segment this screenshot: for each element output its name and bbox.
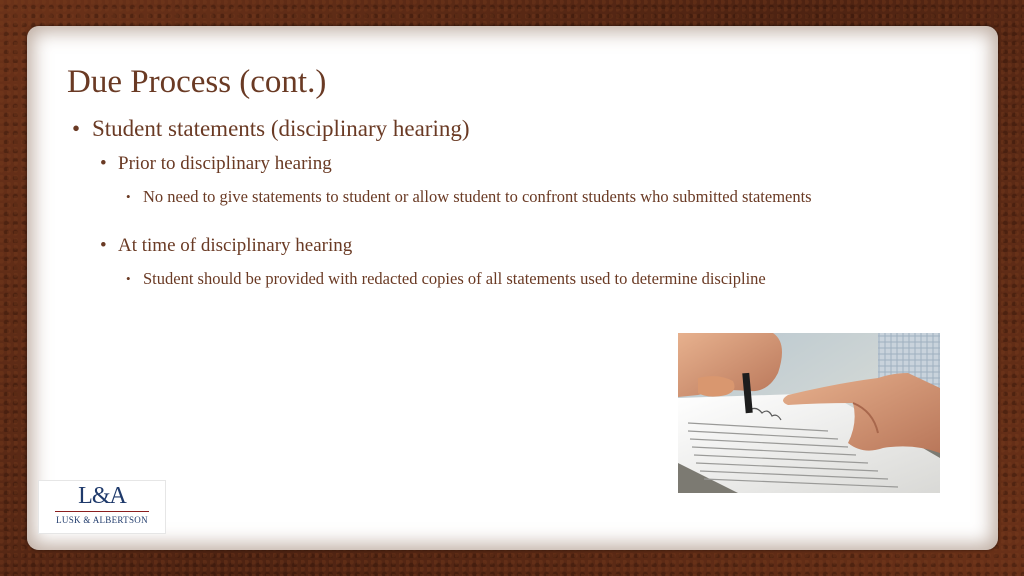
bullet-level3-redacted [126, 268, 803, 289]
bullet-text: Student should be provided with redacted copies of all statements used to determine discipline [143, 269, 766, 288]
document-signing-photo [678, 333, 940, 493]
logo-name: LUSK & ALBERTSON [56, 515, 148, 525]
lusk-albertson-logo [38, 480, 166, 534]
bullet-level2-prior [100, 153, 332, 175]
bullet-dot: • [72, 116, 81, 141]
bullet-dot: • [100, 235, 107, 256]
photo-illustration [678, 333, 940, 493]
bullet-level3-no-need [126, 186, 843, 207]
bullet-level2-at-time [100, 235, 353, 257]
slide-title: Due Process (cont.) [67, 64, 327, 100]
bullet-text: Prior to disciplinary hearing [118, 153, 332, 174]
bullet-text: No need to give statements to student or allow student to confront students who submitted statements [143, 187, 812, 206]
bullet-dot: • [126, 189, 131, 204]
bullet-dot: • [126, 271, 131, 286]
slide [27, 26, 998, 550]
bullet-level1 [72, 116, 470, 142]
bullet-dot: • [100, 153, 107, 174]
bullet-text: At time of disciplinary hearing [118, 235, 353, 256]
logo-mark: L&A [78, 483, 126, 509]
logo-divider [55, 511, 149, 512]
bullet-text: Student statements (disciplinary hearing) [92, 116, 470, 141]
